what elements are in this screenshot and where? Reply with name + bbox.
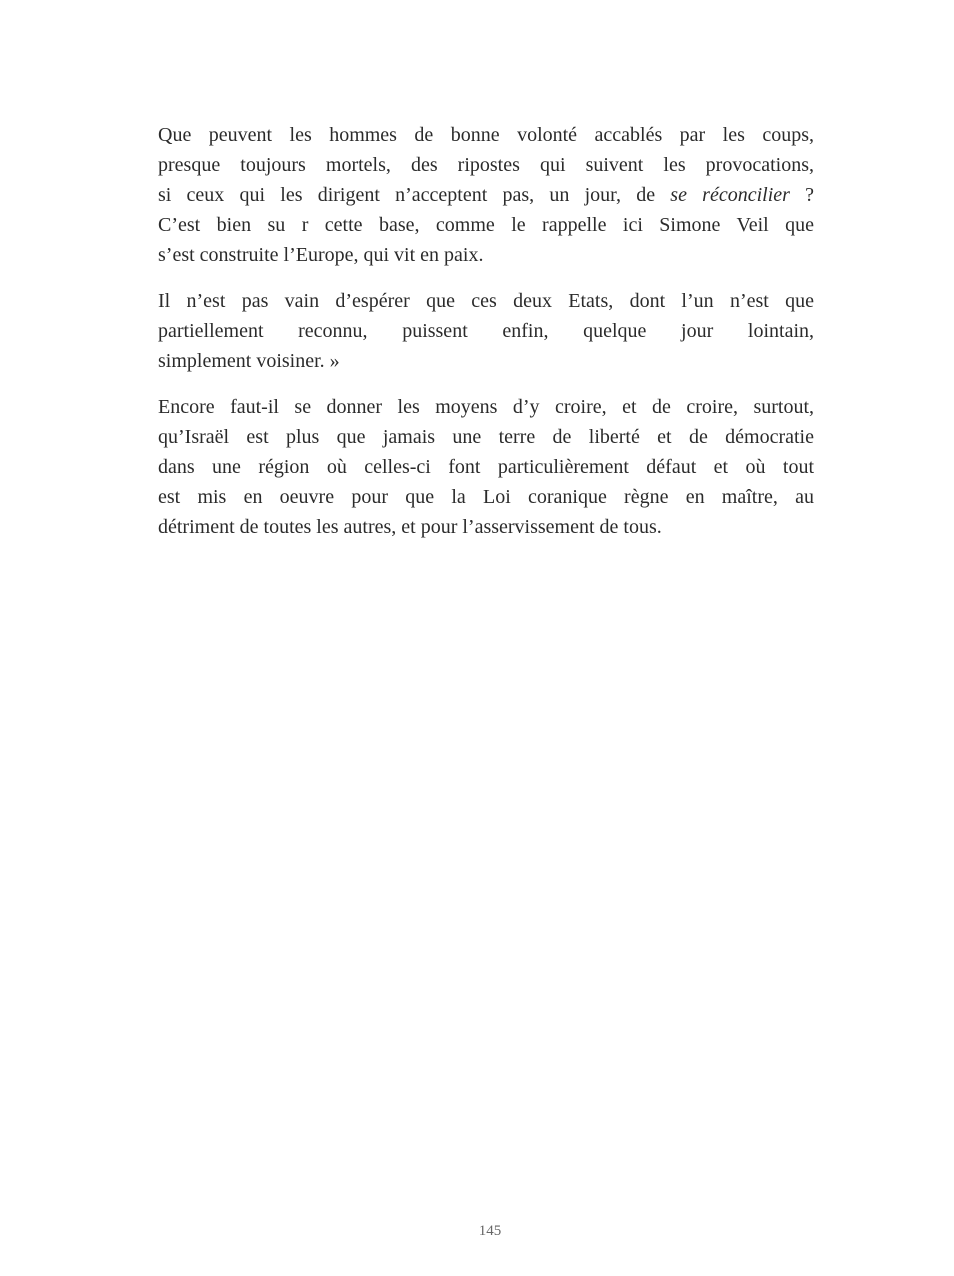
text-line: dans une région où celles-ci font particulièrement défaut et où tout [158, 456, 814, 478]
text-line: Que peuvent les hommes de bonne volonté accablés par les coups, [158, 124, 814, 146]
text-line: Il n’est pas vain d’espérer que ces deux Etats, dont l’un n’est que [158, 290, 814, 312]
text-line: s’est construite l’Europe, qui vit en paix. [158, 244, 484, 266]
text-line: qu’Israël est plus que jamais une terre de liberté et de démocratie [158, 426, 814, 448]
text-line [158, 180, 814, 210]
text-line: détriment de toutes les autres, et pour l’asservissement de tous. [158, 516, 662, 538]
text-line: Encore faut-il se donner les moyens d’y croire, et de croire, surtout, [158, 396, 814, 418]
text-line: C’est bien su r cette base, comme le rappelle ici Simone Veil que [158, 214, 814, 236]
paragraph-1 [158, 120, 814, 270]
text-line: partiellement reconnu, puissent enfin, quelque jour lointain, [158, 320, 814, 342]
text-segment: ? [789, 184, 815, 206]
text-line: presque toujours mortels, des ripostes qui suivent les provocations, [158, 154, 814, 176]
body-text [158, 120, 814, 542]
text-segment: si ceux qui les dirigent n’acceptent pas, un jour, de [158, 184, 671, 206]
text-line: est mis en oeuvre pour que la Loi coranique règne en maître, au [158, 486, 814, 508]
text-line: simplement voisiner. » [158, 350, 340, 372]
italic-phrase: se réconcilier [670, 184, 790, 206]
paragraph-3 [158, 392, 814, 542]
page-number: 145 [478, 1223, 502, 1239]
paragraph-2 [158, 286, 814, 376]
